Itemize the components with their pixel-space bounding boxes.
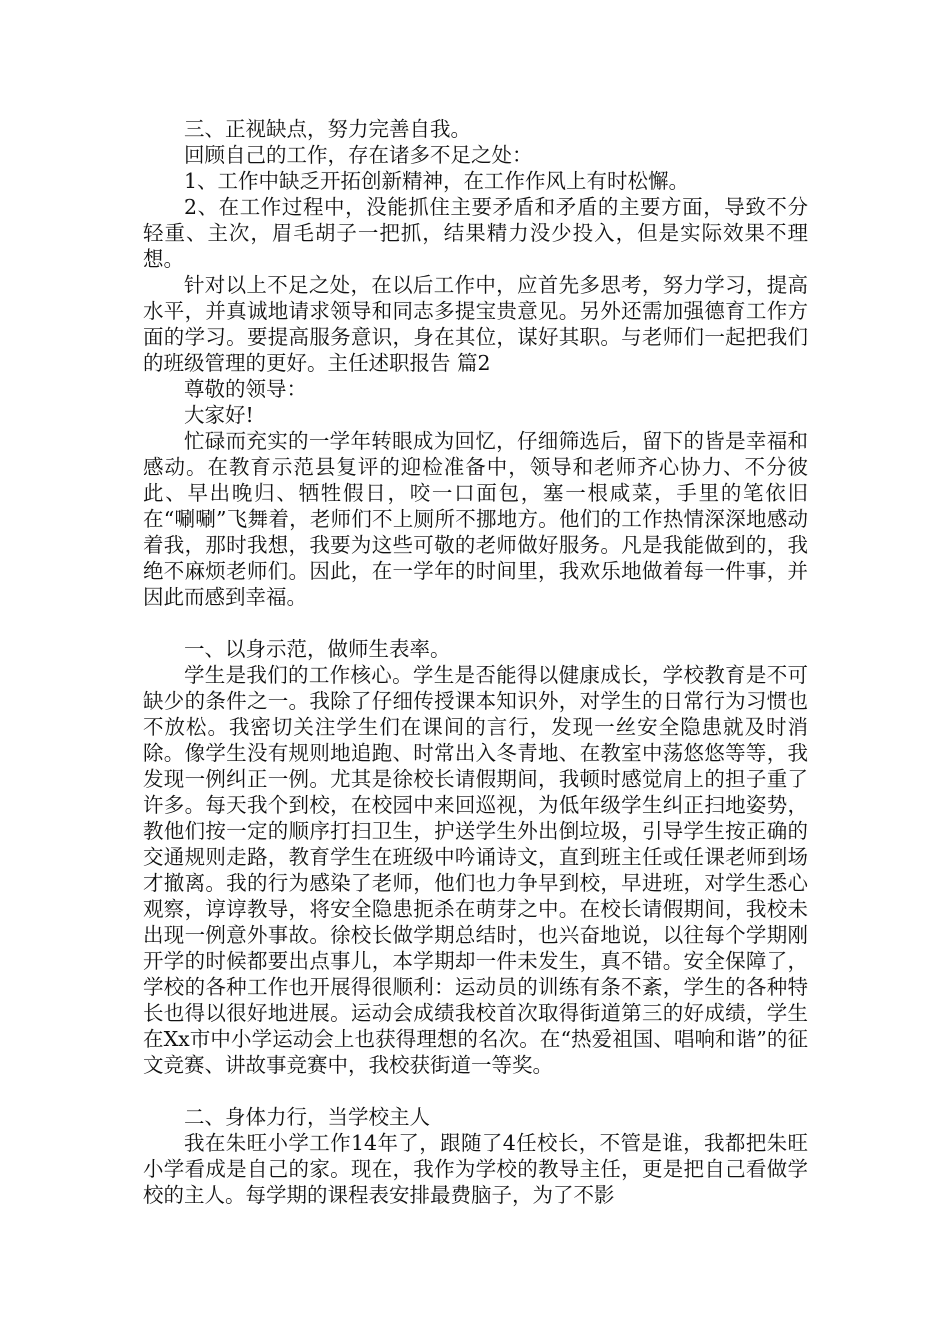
section-heading-2: 二、身体力行，当学校主人	[184, 1105, 430, 1129]
paragraph-review: 回顾自己的工作，存在诸多不足之处：	[184, 143, 533, 167]
list-item-2: 2、在工作过程中，没能抓住主要矛盾和矛盾的主要方面，导致不分轻重、主次，眉毛胡子一把抓，结果精力没少投入，但是实际效果不理想。	[143, 195, 808, 271]
section-heading-1: 一、以身示范，做师生表率。	[184, 637, 451, 661]
document-page	[143, 116, 808, 1208]
greeting: 大家好!	[184, 403, 254, 427]
paragraph-students: 学生是我们的工作核心。学生是否能得以健康成长，学校教育是不可缺少的条件之一。我除了仔细传授课本知识外，对学生的日常行为习惯也不放松。我密切关注学生们在课间的言行，发现一丝安全隐患就及时消除。像学生没有规则地追跑、时常出入冬青地、在教室中荡悠悠等等，我发现一例纠正一例。尤其是徐校长请假期间，我顿时感觉肩上的担子重了许多。每天我个到校，在校园中来回巡视，为低年级学生纠正扫地姿势，教他们按一定的顺序打扫卫生，护送学生外出倒垃圾，引导学生按正确的交通规则走路，教育学生在班级中吟诵诗文，直到班主任或任课老师到场才撤离。我的行为感染了老师，他们也力争早到校，早进班，对学生悉心观察，谆谆教导，将安全隐患扼杀在萌芽之中。在校长请假期间，我校未出现一例意外事故。徐校长做学期总结时，也兴奋地说，以往每个学期刚开学的时候都要出点事儿，本学期却一件未发生，真不错。安全保障了，学校的各种工作也开展得很顺利：运动员的训练有条不紊，学生的各种特长也得以很好地进展。运动会成绩我校首次取得街道第三的好成绩，学生在Xx市中小学运动会上也获得理想的名次。在“热爱祖国、唱响和谐”的征文竞赛、讲故事竞赛中，我校获街道一等奖。	[143, 663, 808, 1077]
paragraph-school-owner: 我在朱旺小学工作14年了，跟随了4任校长，不管是谁，我都把朱旺小学看成是自己的家。现在，我作为学校的教导主任，更是把自己看做学校的主人。每学期的课程表安排最费脑子，为了不影	[143, 1131, 808, 1207]
section-heading-3: 三、正视缺点，努力完善自我。	[184, 117, 471, 141]
list-item-1: 1、工作中缺乏开拓创新精神，在工作作风上有时松懈。	[184, 169, 690, 193]
salutation: 尊敬的领导：	[184, 377, 307, 401]
paragraph-improvement: 针对以上不足之处，在以后工作中，应首先多思考，努力学习，提高水平，并真诚地请求领导和同志多提宝贵意见。另外还需加强德育工作方面的学习。要提高服务意识，身在其位，谋好其职。与老师们一起把我们的班级管理的更好。主任述职报告 篇2	[143, 273, 808, 375]
paragraph-intro: 忙碌而充实的一学年转眼成为回忆，仔细筛选后，留下的皆是幸福和感动。在教育示范县复评的迎检准备中，领导和老师齐心协力、不分彼此、早出晚归、牺牲假日，咬一口面包，塞一根咸菜，手里的笔依旧在“唰唰”飞舞着，老师们不上厕所不挪地方。他们的工作热情深深地感动着我，那时我想，我要为这些可敬的老师做好服务。凡是我能做到的，我绝不麻烦老师们。因此，在一学年的时间里，我欢乐地做着每一件事，并因此而感到幸福。	[143, 429, 808, 609]
